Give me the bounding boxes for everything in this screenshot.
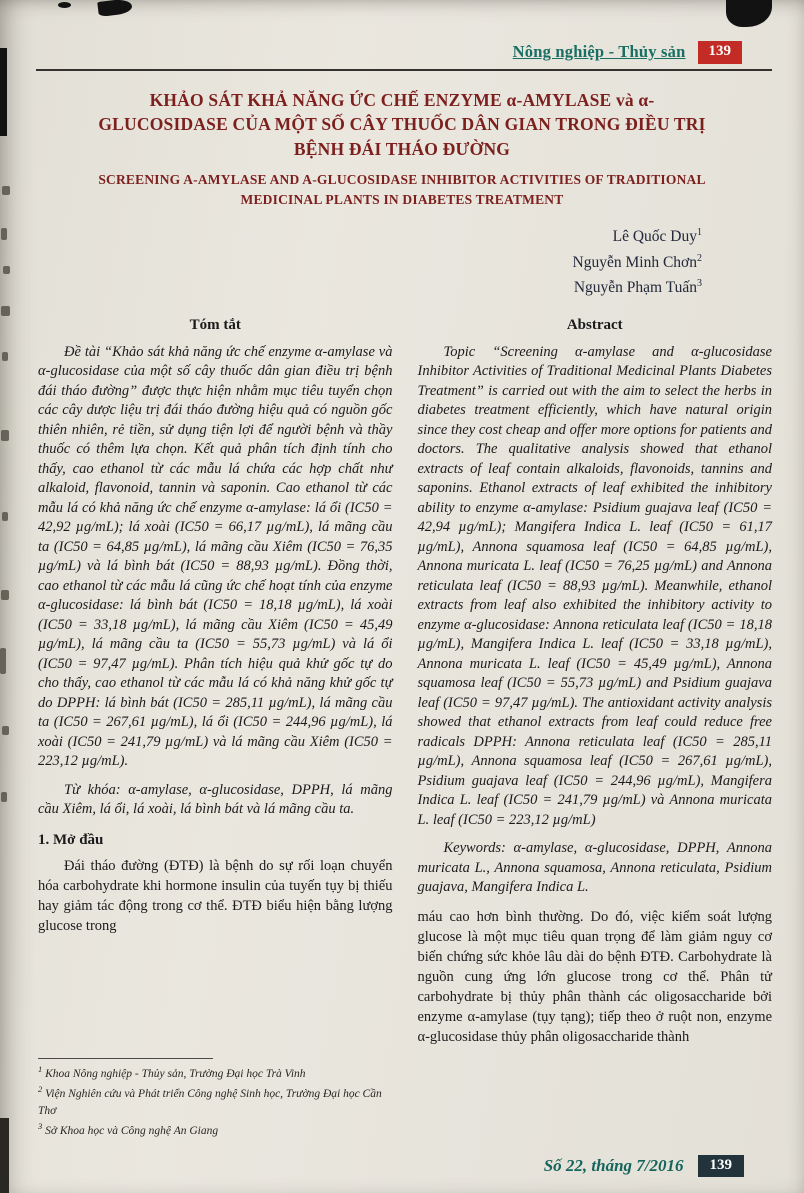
intro-paragraph-right: máu cao hơn bình thường. Do đó, việc kiểm soát lượng glucose là một mục tiêu quan trọng để làm giảm nguy cơ biến chứng sức khỏe lâu dài do bệnh ĐTĐ. Carbohydrate là nguồn cung ứng lớn glucose trong cơ thể. Phân tử carbohydrate bị thủy phân thành các oligosaccharide bởi enzyme α-amylase (tụy tạng); tiếp theo ở ruột non, enzyme α-glucosidase thủy phân oligosaccharide thành: [417, 908, 772, 1045]
page-header: [0, 0, 804, 64]
footnote: $^2$ Viện Nghiên cứu và Phát triển Công nghệ Sinh học, Trường Đại học Cần Thơ: [38, 1084, 382, 1118]
scan-artifact: [0, 1118, 9, 1193]
abstract-vi-body: Đề tài “Khảo sát khả năng ức chế enzyme α-amylase và α-glucosidase của một số cây thuốc dân gian điều trị bệnh đái tháo đường” được thực hiện nhằm mục tiêu tuyển chọn các cây dược liệu trị đái tháo đường hiệu quả có nguồn gốc thiên nhiên, rẻ tiền, sử dụng tiện lợi để người bệnh và thầy thuốc có thêm lựa chọn. Kết quả phân tích định tính cho thấy, cao ethanol từ các mẫu lá chứa các hợp chất như alkaloid, flavonoid, tannin và saponin. Cao ethanol từ các mẫu lá có khả năng ức chế enzyme α-amylase: lá ổi (IC50 = 42,92 µg/mL); lá xoài (IC50 = 66,17 µg/mL), lá mãng cầu ta (IC50 = 64,85 µg/mL), lá mãng cầu Xiêm (IC50 = 76,35 µg/mL) và lá bình bát (IC50 = 88,93 µg/mL). Đồng thời, cao ethanol từ các mẫu lá cũng ức chế hoạt tính của enzyme α-glucosidase: lá bình bát (IC50 = 18,18 µg/mL), lá xoài (IC50 = 33,18 µg/mL), lá mãng cầu Xiêm (IC50 = 45,49 µg/mL), lá mãng cầu ta (IC50 = 55,73 µg/mL) và lá ổi (IC50 = 97,47 µg/mL). Phân tích hiệu quả khử gốc tự do cho thấy, cao ethanol từ các mẫu lá có khả năng khử gốc tự do DPPH: lá bình bát (IC50 = 285,11 µg/mL), lá mãng cầu ta (IC50 = 267,61 µg/mL), lá ổi (IC50 = 244,96 µg/mL), lá xoài (IC50 = 241,79 µg/mL) và lá mãng cầu Xiêm (IC50 = 223,12 µg/mL).: [38, 343, 393, 770]
footnote-rule: [38, 1058, 213, 1059]
section-1-heading: 1. Mở đầu: [38, 831, 104, 848]
article-title-english: SCREENING A-AMYLASE AND A-GLUCOSIDASE INHIBITOR ACTIVITIES OF TRADITIONAL MEDICINAL PLANTS IN DIABETES TREATMENT: [98, 172, 706, 207]
two-column-body: [0, 301, 804, 1056]
author: Nguyễn Minh Chơn$^2$: [572, 252, 702, 271]
author: Lê Quốc Duy$^1$: [612, 226, 702, 246]
article-title-vietnamese: KHẢO SÁT KHẢ NĂNG ỨC CHẾ ENZYME α-AMYLASE và α-GLUCOSIDASE CỦA MỘT SỐ CÂY THUỐC DÂN GIAN TRONG ĐIỀU TRỊ BỆNH ĐÁI THÁO ĐƯỜNG: [98, 89, 706, 159]
footnote: $^1$ Khoa Nông nghiệp - Thủy sản, Trường Đại học Trà Vinh: [38, 1064, 306, 1080]
abstract-en-heading: Abstract: [566, 316, 623, 333]
page-footer: [544, 1155, 744, 1177]
abstract-vi-heading: Tóm tắt: [189, 316, 241, 333]
scan-artifact: [2, 186, 10, 195]
author: Nguyễn Phạm Tuấn$^3$: [573, 278, 702, 297]
keywords-vi: Từ khóa: α-amylase, α-glucosidase, DPPH, lá mãng cầu Xiêm, lá ổi, lá xoài, lá bình bát và lá mãng cầu ta.: [38, 781, 393, 818]
footnote-block: [38, 1058, 390, 1140]
issue-label: Số 22, tháng 7/2016: [543, 1156, 684, 1175]
page-number-badge-top: 139: [698, 41, 743, 64]
header-rule: [36, 69, 772, 71]
intro-paragraph-left: Đái tháo đường (ĐTĐ) là bệnh do sự rối loạn chuyển hóa carbohydrate khi hormone insulin của tuyến tụy bị thiếu hay giảm tác động trong cơ thể. ĐTĐ biểu hiện bằng lượng glucose trong: [38, 857, 393, 934]
author-list: [0, 224, 804, 301]
author-affiliation-ref: 2: [697, 252, 702, 264]
author-affiliation-ref: 3: [697, 278, 702, 290]
page-number-badge-bottom: 139: [698, 1155, 745, 1177]
keywords-en: Keywords: α-amylase, α-glucosidase, DPPH, Annona muricata L., Annona squamosa, Annona reticulata, Psidium guajava, Mangifera Indica L.: [417, 840, 772, 896]
footnote: $^3$ Sở Khoa học và Công nghệ An Giang: [38, 1121, 219, 1138]
left-column: [38, 311, 393, 1056]
right-column: [418, 311, 773, 1056]
abstract-en-body: Topic “Screening α-amylase and α-glucosidase Inhibitor Activities of Traditional Medicinal Plants Diabetes Treatment” is carried out with the aim to select the herbs in diabetes treatment efficiently, which have natural origin since they cost cheap and offer more options for patients and doctors. The qualitative analysis showed that ethanol extracts of leaf contain alkaloids, flavonoids, tannins and saponins. Ethanol extracts of leaf exhibited the inhibitory ability to enzyme α-amylase: Psidium guajava leaf (IC50 = 42,94 µg/mL); Mangifera Indica L. leaf (IC50 = 61,17 µg/mL), Annona squamosa leaf (IC50 = 64,85 µg/mL), Annona muricata L. leaf (IC50 = 76,25 µg/mL) and Annona reticulata leaf (IC50 = 88,93 µg/mL). Meanwhile, ethanol extracts from leaf also exhibited the inhibitory activity to enzyme α-glucosidase: Annona reticulata leaf (IC50 = 18,18 µg/mL), Mangifera Indica L. leaf (IC50 = 33,18 µg/mL), Annona muricata L. leaf (IC50 = 45,49 µg/mL), Annona squamosa leaf (IC50 = 55,73 µg/mL) and Psidium guajava leaf (IC50 = 97,47 µg/mL). The antioxidant activity analysis showed that ethanol extracts from leaf could reduce free radicals DPPH: Annona reticulata leaf (IC50 = 285,11 µg/mL), Annona squamosa leaf (IC50 = 267,61 µg/mL), Psidium guajava leaf (IC50 = 244,96 µg/mL), Mangifera Indica L. leaf (IC50 = 241,79 µg/mL) và Annona muricata L. leaf (IC50 = 223,12 µg/mL): [417, 343, 772, 828]
journal-section-title: Nông nghiệp - Thủy sản: [512, 42, 686, 62]
author-affiliation-ref: 1: [697, 226, 702, 238]
